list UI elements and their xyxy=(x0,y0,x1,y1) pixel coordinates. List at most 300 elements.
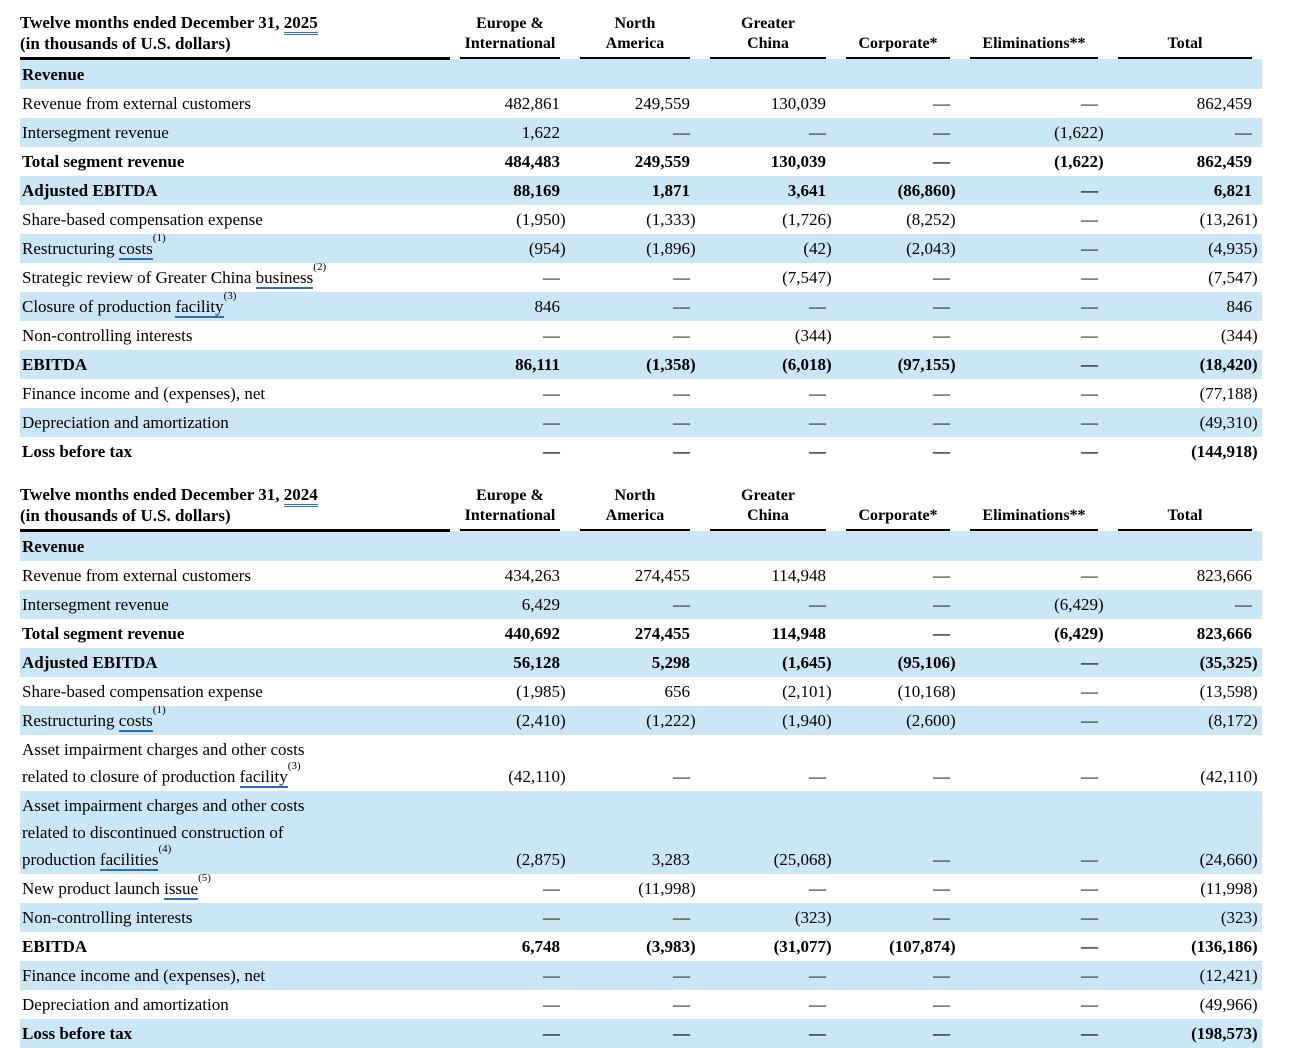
table-row xyxy=(20,234,1262,263)
value-cell-corporate: (97,155) xyxy=(836,350,960,379)
value-cell-corporate xyxy=(836,531,960,562)
value-cell-eliminations: — xyxy=(1081,767,1098,786)
footnote-marker: (1) xyxy=(152,232,166,245)
value-cell-corporate: — xyxy=(933,326,950,345)
value-cell-greater-china: — xyxy=(700,408,836,437)
value-cell-total xyxy=(1108,59,1262,90)
row-label xyxy=(20,903,450,932)
value-cell-total: (136,186) xyxy=(1191,937,1258,956)
label-text: Share-based compensation expense xyxy=(22,210,263,229)
column-header-total: Total xyxy=(1108,484,1262,531)
label-text: Intersegment revenue xyxy=(22,595,169,614)
label-text: Restructuring xyxy=(22,239,119,258)
row-label xyxy=(20,176,450,205)
column-header-europe-international: Europe & International xyxy=(450,12,570,59)
value-cell-north-america: — xyxy=(673,442,690,461)
value-cell-total: (42,110) xyxy=(1200,767,1258,786)
value-cell-europe-international: 440,692 xyxy=(504,624,560,643)
value-cell-greater-china: 3,641 xyxy=(700,176,836,205)
value-cell-greater-china: (1,726) xyxy=(782,210,832,229)
segment-table xyxy=(20,12,1262,466)
value-cell-north-america: 3,283 xyxy=(570,791,700,874)
row-label xyxy=(20,590,450,619)
title-text: Twelve months ended December 31, xyxy=(20,485,284,504)
row-label xyxy=(20,379,450,408)
value-cell-total: (18,420) xyxy=(1108,350,1262,379)
table-row xyxy=(20,176,1262,205)
value-cell-total: (8,172) xyxy=(1108,706,1262,735)
value-cell-north-america: — xyxy=(673,995,690,1014)
value-cell-total: — xyxy=(1108,118,1262,147)
value-cell-greater-china: — xyxy=(809,384,826,403)
value-cell-total: (24,660) xyxy=(1108,791,1262,874)
table-row xyxy=(20,147,1262,176)
value-cell-greater-china: (6,018) xyxy=(700,350,836,379)
table-row xyxy=(20,437,1262,466)
value-cell-eliminations: — xyxy=(1081,210,1098,229)
table-row xyxy=(20,735,1262,791)
value-cell-greater-china: — xyxy=(700,118,836,147)
row-label xyxy=(20,990,450,1019)
value-cell-corporate: — xyxy=(836,408,960,437)
value-cell-europe-international: — xyxy=(543,879,560,898)
value-cell-corporate: — xyxy=(836,590,960,619)
value-cell-greater-china: (1,940) xyxy=(700,706,836,735)
row-label xyxy=(20,677,450,706)
value-cell-greater-china: (323) xyxy=(700,903,836,932)
table-row xyxy=(20,118,1262,147)
table-row xyxy=(20,89,1262,118)
value-cell-europe-international xyxy=(450,531,570,562)
value-cell-europe-international: — xyxy=(543,442,560,461)
label-text: New product launch xyxy=(22,879,165,898)
value-cell-europe-international: 86,111 xyxy=(450,350,570,379)
label-text: Restructuring xyxy=(22,711,119,730)
segment-table xyxy=(20,484,1262,1048)
value-cell-total xyxy=(1108,531,1262,562)
value-cell-total: 862,459 xyxy=(1196,152,1252,171)
value-cell-corporate: — xyxy=(933,94,950,113)
table-row xyxy=(20,379,1262,408)
label-text: Depreciation and amortization xyxy=(22,413,229,432)
value-cell-europe-international: 484,483 xyxy=(504,152,560,171)
value-cell-greater-china: 114,948 xyxy=(771,566,826,585)
label-text: EBITDA xyxy=(22,937,88,956)
value-cell-north-america: — xyxy=(673,384,690,403)
value-cell-north-america: 274,455 xyxy=(634,624,690,643)
value-cell-europe-international: 6,748 xyxy=(521,937,560,956)
value-cell-eliminations: — xyxy=(1081,94,1098,113)
value-cell-eliminations: — xyxy=(1081,566,1098,585)
value-cell-total: (4,935) xyxy=(1108,234,1262,263)
value-cell-eliminations: — xyxy=(960,234,1108,263)
row-label xyxy=(20,1019,450,1048)
footnote-link[interactable]: business xyxy=(255,268,314,287)
value-cell-total: 823,666 xyxy=(1196,624,1252,643)
row-label xyxy=(20,874,450,903)
label-text: Intersegment revenue xyxy=(22,123,169,142)
value-cell-corporate: — xyxy=(933,995,950,1014)
value-cell-corporate: (2,043) xyxy=(836,234,960,263)
row-label xyxy=(20,619,450,648)
value-cell-north-america: — xyxy=(570,408,700,437)
label-text: Non-controlling interests xyxy=(22,908,193,927)
label-text: Loss before tax xyxy=(22,442,133,461)
value-cell-europe-international: (2,875) xyxy=(450,791,570,874)
footnote-link[interactable]: issue xyxy=(164,879,199,898)
value-cell-eliminations: — xyxy=(960,961,1108,990)
value-cell-total: (198,573) xyxy=(1108,1019,1262,1048)
column-header-eliminations: Eliminations** xyxy=(960,12,1108,59)
value-cell-north-america: — xyxy=(570,903,700,932)
value-cell-total: (7,547) xyxy=(1208,268,1258,287)
table-caption xyxy=(20,12,450,59)
table-row xyxy=(20,932,1262,961)
value-cell-greater-china: — xyxy=(809,442,826,461)
value-cell-total: 6,821 xyxy=(1108,176,1262,205)
value-cell-eliminations xyxy=(960,59,1108,90)
value-cell-eliminations: — xyxy=(960,648,1108,677)
table-row xyxy=(20,590,1262,619)
value-cell-north-america: 249,559 xyxy=(634,94,690,113)
row-label xyxy=(20,706,450,735)
header-row xyxy=(20,484,1262,531)
value-cell-europe-international: — xyxy=(543,268,560,287)
value-cell-corporate: — xyxy=(836,903,960,932)
value-cell-eliminations: (6,429) xyxy=(960,590,1108,619)
value-cell-greater-china: 114,948 xyxy=(771,624,826,643)
value-cell-europe-international: 56,128 xyxy=(450,648,570,677)
table-row xyxy=(20,531,1262,562)
value-cell-north-america: — xyxy=(570,590,700,619)
value-cell-total: (13,261) xyxy=(1199,210,1258,229)
value-cell-europe-international: — xyxy=(450,1019,570,1048)
value-cell-total: (49,310) xyxy=(1108,408,1262,437)
value-cell-corporate xyxy=(836,59,960,90)
row-label xyxy=(20,234,450,263)
row-label xyxy=(20,59,450,90)
footnote-marker: (5) xyxy=(198,872,211,885)
table-row xyxy=(20,706,1262,735)
value-cell-north-america: — xyxy=(570,292,700,321)
table-row xyxy=(20,903,1262,932)
value-cell-total: (323) xyxy=(1108,903,1262,932)
value-cell-north-america: — xyxy=(570,118,700,147)
label-text: Strategic review of Greater China xyxy=(22,268,256,287)
value-cell-corporate: (2,600) xyxy=(836,706,960,735)
row-label xyxy=(20,350,450,379)
value-cell-greater-china xyxy=(700,531,836,562)
value-cell-total: 846 xyxy=(1108,292,1262,321)
value-cell-greater-china: — xyxy=(700,590,836,619)
value-cell-europe-international: — xyxy=(450,903,570,932)
value-cell-greater-china: — xyxy=(700,292,836,321)
value-cell-europe-international: 88,169 xyxy=(450,176,570,205)
label-text: Share-based compensation expense xyxy=(22,682,263,701)
value-cell-north-america: 274,455 xyxy=(634,566,690,585)
value-cell-eliminations: — xyxy=(1081,879,1098,898)
value-cell-greater-china: — xyxy=(700,961,836,990)
value-cell-north-america: (1,896) xyxy=(570,234,700,263)
value-cell-greater-china: (42) xyxy=(700,234,836,263)
value-cell-total: (344) xyxy=(1220,326,1258,345)
value-cell-corporate: — xyxy=(836,791,960,874)
value-cell-europe-international: (42,110) xyxy=(508,767,566,786)
value-cell-north-america: — xyxy=(570,961,700,990)
year-link[interactable]: 2025 xyxy=(284,13,318,35)
segment-table-2025 xyxy=(20,12,1262,466)
table-row xyxy=(20,648,1262,677)
value-cell-europe-international: (1,985) xyxy=(516,682,566,701)
value-cell-total: (12,421) xyxy=(1108,961,1262,990)
value-cell-greater-china: (31,077) xyxy=(773,937,832,956)
table-row xyxy=(20,990,1262,1019)
table-row xyxy=(20,874,1262,903)
table-subtitle: (in thousands of U.S. dollars) xyxy=(20,506,231,525)
value-cell-eliminations: — xyxy=(960,408,1108,437)
table-title xyxy=(20,484,450,505)
value-cell-eliminations: — xyxy=(960,350,1108,379)
row-label xyxy=(20,321,450,350)
value-cell-corporate: — xyxy=(933,879,950,898)
value-cell-eliminations: — xyxy=(1081,937,1098,956)
footnote-marker: (1) xyxy=(152,704,166,717)
value-cell-north-america: — xyxy=(673,767,690,786)
table-subtitle: (in thousands of U.S. dollars) xyxy=(20,34,231,53)
value-cell-corporate: (95,106) xyxy=(836,648,960,677)
value-cell-greater-china: — xyxy=(809,995,826,1014)
column-header-north-america: North America xyxy=(570,484,700,531)
segment-table-2024 xyxy=(20,484,1262,1048)
value-cell-north-america: (3,983) xyxy=(646,937,696,956)
value-cell-corporate: — xyxy=(836,292,960,321)
label-text: Adjusted EBITDA xyxy=(22,181,158,200)
value-cell-total: 823,666 xyxy=(1196,566,1252,585)
label-text: production xyxy=(22,850,100,869)
table-row xyxy=(20,791,1262,874)
footnote-link[interactable]: costs xyxy=(118,711,153,730)
row-label xyxy=(20,648,450,677)
value-cell-europe-international: — xyxy=(450,408,570,437)
value-cell-eliminations: — xyxy=(960,706,1108,735)
label-text: Asset impairment charges and other costs xyxy=(22,740,305,759)
column-header-greater-china: Greater China xyxy=(700,484,836,531)
value-cell-eliminations: (1,622) xyxy=(960,118,1108,147)
value-cell-europe-international: 434,263 xyxy=(504,566,560,585)
value-cell-eliminations: — xyxy=(1081,384,1098,403)
label-text: Revenue xyxy=(22,537,85,556)
footnote-marker: (3) xyxy=(223,290,237,303)
table-row xyxy=(20,619,1262,648)
title-text: Twelve months ended December 31, xyxy=(20,13,284,32)
row-label xyxy=(20,531,450,562)
footnote-marker: (3) xyxy=(287,760,301,773)
value-cell-europe-international xyxy=(450,59,570,90)
value-cell-greater-china: — xyxy=(700,1019,836,1048)
value-cell-eliminations: — xyxy=(960,791,1108,874)
value-cell-corporate: — xyxy=(836,1019,960,1048)
value-cell-north-america: (1,358) xyxy=(570,350,700,379)
label-text: related to closure of production xyxy=(22,767,240,786)
value-cell-europe-international: (2,410) xyxy=(450,706,570,735)
value-cell-total: (49,966) xyxy=(1199,995,1258,1014)
label-text: related to discontinued construction of xyxy=(22,823,284,842)
value-cell-eliminations: (1,622) xyxy=(1054,152,1104,171)
value-cell-corporate: — xyxy=(933,624,950,643)
table-row xyxy=(20,408,1262,437)
table-row xyxy=(20,1019,1262,1048)
row-label xyxy=(20,791,450,874)
footnote-link[interactable]: facilities xyxy=(99,850,159,869)
table-caption xyxy=(20,484,450,531)
table-row xyxy=(20,350,1262,379)
value-cell-corporate: — xyxy=(933,384,950,403)
value-cell-greater-china: (2,101) xyxy=(782,682,832,701)
value-cell-corporate: — xyxy=(933,442,950,461)
value-cell-eliminations: — xyxy=(1081,682,1098,701)
value-cell-corporate: — xyxy=(933,767,950,786)
table-row xyxy=(20,321,1262,350)
value-cell-north-america: (1,222) xyxy=(570,706,700,735)
value-cell-corporate: — xyxy=(836,118,960,147)
value-cell-europe-international: 6,429 xyxy=(450,590,570,619)
value-cell-north-america xyxy=(570,59,700,90)
row-label xyxy=(20,147,450,176)
value-cell-corporate: (107,874) xyxy=(889,937,956,956)
column-header-europe-international: Europe & International xyxy=(450,484,570,531)
value-cell-total: (35,325) xyxy=(1108,648,1262,677)
value-cell-europe-international: 846 xyxy=(450,292,570,321)
row-label xyxy=(20,561,450,590)
row-label xyxy=(20,735,450,791)
footnote-link[interactable]: costs xyxy=(118,239,153,258)
value-cell-north-america: 5,298 xyxy=(570,648,700,677)
value-cell-eliminations: — xyxy=(960,1019,1108,1048)
value-cell-north-america: (1,333) xyxy=(646,210,696,229)
label-text: Total segment revenue xyxy=(22,152,185,171)
label-text: Total segment revenue xyxy=(22,624,185,643)
value-cell-eliminations: — xyxy=(960,903,1108,932)
value-cell-eliminations xyxy=(960,531,1108,562)
value-cell-corporate: (10,168) xyxy=(897,682,956,701)
label-text: EBITDA xyxy=(22,355,88,374)
value-cell-europe-international: — xyxy=(543,995,560,1014)
value-cell-greater-china: — xyxy=(809,767,826,786)
label-text: Finance income and (expenses), net xyxy=(22,384,266,403)
value-cell-eliminations: (6,429) xyxy=(1054,624,1104,643)
row-label xyxy=(20,89,450,118)
table-row xyxy=(20,561,1262,590)
table-row xyxy=(20,263,1262,292)
label-text: Adjusted EBITDA xyxy=(22,653,158,672)
footnote-link[interactable]: facility xyxy=(239,767,288,786)
table-row xyxy=(20,59,1262,90)
value-cell-total: (13,598) xyxy=(1199,682,1258,701)
label-text: Revenue from external customers xyxy=(22,94,251,113)
label-text: Loss before tax xyxy=(22,1024,133,1043)
row-label xyxy=(20,118,450,147)
value-cell-greater-china: (1,645) xyxy=(700,648,836,677)
value-cell-greater-china: (344) xyxy=(794,326,832,345)
value-cell-total: (11,998) xyxy=(1200,879,1258,898)
table-row xyxy=(20,292,1262,321)
value-cell-north-america xyxy=(570,531,700,562)
row-label xyxy=(20,292,450,321)
label-text: Finance income and (expenses), net xyxy=(22,966,266,985)
value-cell-total: (77,188) xyxy=(1199,384,1258,403)
header-row xyxy=(20,12,1262,59)
value-cell-europe-international: — xyxy=(450,961,570,990)
value-cell-north-america: 1,871 xyxy=(570,176,700,205)
table-row xyxy=(20,677,1262,706)
value-cell-greater-china: (25,068) xyxy=(700,791,836,874)
value-cell-corporate: (8,252) xyxy=(906,210,956,229)
value-cell-greater-china: 130,039 xyxy=(770,94,826,113)
value-cell-eliminations: — xyxy=(1081,442,1098,461)
column-header-total: Total xyxy=(1108,12,1262,59)
footnote-marker: (4) xyxy=(158,843,172,856)
label-text: Revenue from external customers xyxy=(22,566,251,585)
label-text: Asset impairment charges and other costs xyxy=(22,796,305,815)
value-cell-greater-china: (7,547) xyxy=(782,268,832,287)
label-text: Depreciation and amortization xyxy=(22,995,229,1014)
row-label xyxy=(20,437,450,466)
value-cell-eliminations: — xyxy=(1081,268,1098,287)
row-label xyxy=(20,408,450,437)
value-cell-corporate: — xyxy=(933,566,950,585)
table-row xyxy=(20,205,1262,234)
value-cell-eliminations: — xyxy=(1081,995,1098,1014)
column-header-eliminations: Eliminations** xyxy=(960,484,1108,531)
value-cell-north-america: (11,998) xyxy=(638,879,696,898)
value-cell-total: — xyxy=(1108,590,1262,619)
value-cell-north-america: 656 xyxy=(664,682,690,701)
value-cell-total: (144,918) xyxy=(1191,442,1258,461)
row-label xyxy=(20,932,450,961)
value-cell-europe-international: 1,622 xyxy=(450,118,570,147)
value-cell-corporate: — xyxy=(933,268,950,287)
value-cell-greater-china: — xyxy=(809,879,826,898)
value-cell-europe-international: 482,861 xyxy=(504,94,560,113)
value-cell-greater-china: 130,039 xyxy=(770,152,826,171)
label-text: Revenue xyxy=(22,65,85,84)
value-cell-europe-international: — xyxy=(543,384,560,403)
value-cell-north-america: — xyxy=(570,1019,700,1048)
value-cell-corporate: — xyxy=(836,961,960,990)
value-cell-total: 862,459 xyxy=(1196,94,1252,113)
year-link[interactable]: 2024 xyxy=(284,485,318,507)
label-text: Closure of production xyxy=(22,297,176,316)
table-title xyxy=(20,12,450,33)
column-header-corporate: Corporate* xyxy=(836,484,960,531)
value-cell-corporate: (86,860) xyxy=(836,176,960,205)
label-text: Non-controlling interests xyxy=(22,326,193,345)
column-header-greater-china: Greater China xyxy=(700,12,836,59)
value-cell-europe-international: — xyxy=(543,326,560,345)
value-cell-eliminations: — xyxy=(960,176,1108,205)
value-cell-north-america: — xyxy=(673,268,690,287)
value-cell-north-america: 249,559 xyxy=(634,152,690,171)
footnote-marker: (2) xyxy=(313,261,327,274)
value-cell-north-america: — xyxy=(673,326,690,345)
row-label xyxy=(20,205,450,234)
value-cell-europe-international: (954) xyxy=(450,234,570,263)
value-cell-eliminations: — xyxy=(960,292,1108,321)
column-header-north-america: North America xyxy=(570,12,700,59)
row-label xyxy=(20,263,450,292)
footnote-link[interactable]: facility xyxy=(175,297,224,316)
column-header-corporate: Corporate* xyxy=(836,12,960,59)
